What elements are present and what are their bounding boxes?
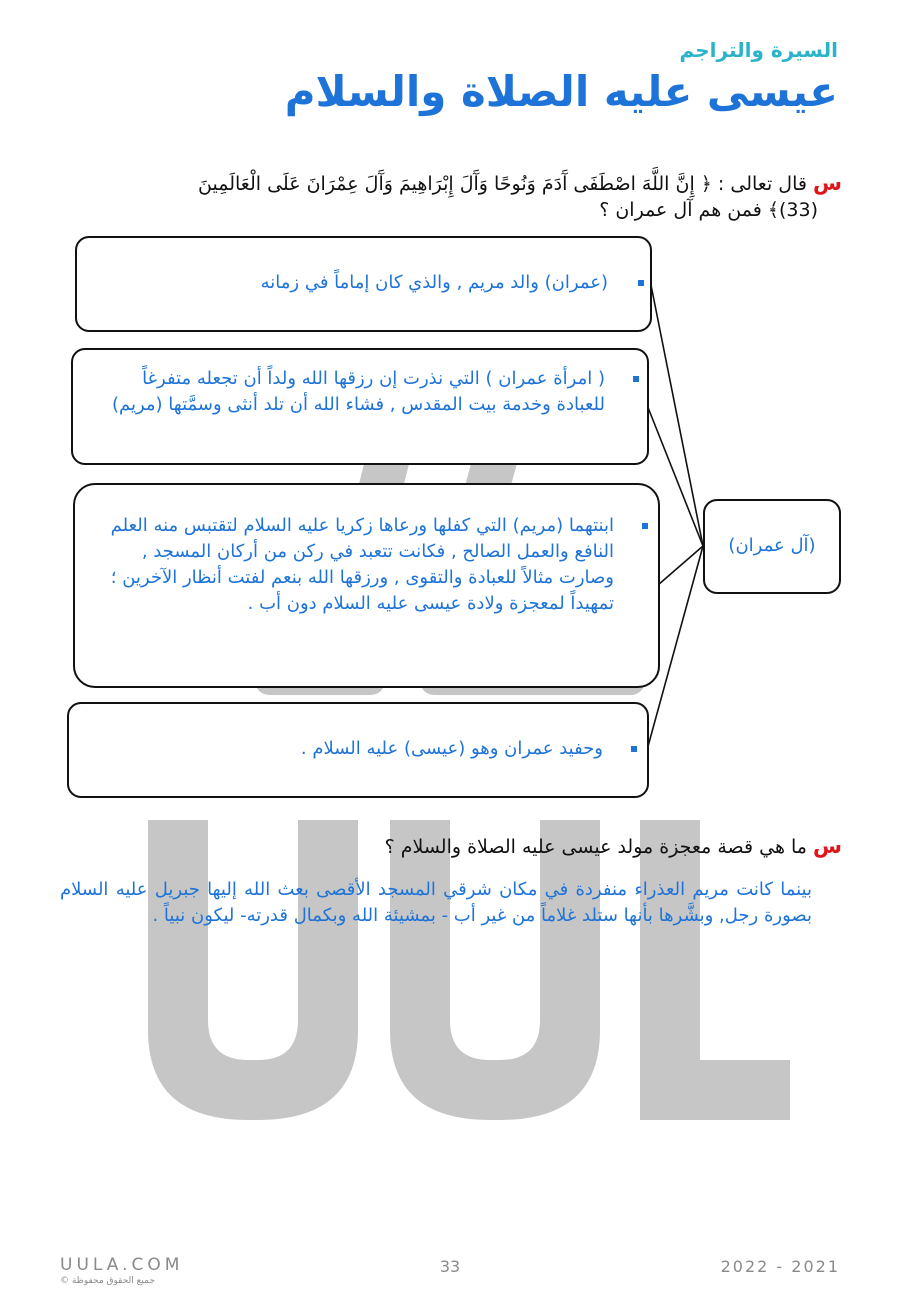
- bullet-icon: [638, 280, 644, 286]
- bullet-icon: [642, 523, 648, 529]
- footer-rights: جميع الحقوق محفوظة ©: [60, 1276, 155, 1286]
- question-2-answer: بينما كانت مريم العذراء منفردة في مكان شرقي المسجد الأقصى بعث الله إليها جبريل عليه السلام بصورة رجل, وبشَّرها بأنها ستلد غلاماً من غير أب - بمشيئة الله وبكمال قدرته- ليكون نبياً .: [60, 879, 812, 926]
- question-2-text: ما هي قصة معجزة مولد عيسى عليه الصلاة والسلام ؟: [384, 836, 807, 858]
- bullet-icon: [631, 746, 637, 752]
- question-marker: س: [813, 171, 842, 195]
- footer-years: 2022 - 2021: [720, 1257, 840, 1276]
- question-1-text-line-2: (33)﴾ فمن هم آل عمران ؟: [599, 199, 818, 221]
- diagram-center-box: [703, 499, 841, 594]
- footer-page-number: 33: [439, 1257, 461, 1276]
- diagram-box-imran: [75, 236, 652, 332]
- bullet-icon: [633, 376, 639, 382]
- question-marker: س: [813, 834, 842, 858]
- diagram-center-label: (آل عمران): [728, 535, 816, 556]
- diagram-box-maryam: [73, 483, 660, 688]
- diagram-box-text: ( امرأة عمران ) التي نذرت إن رزقها الله ولداً أن تجعله متفرغاً للعبادة وخدمة بيت المقدس , فشاء الله أن تلد أنثى وسمَّتها (مريم): [111, 368, 605, 415]
- diagram-box-text: ابنتهما (مريم) التي كفلها ورعاها زكريا عليه السلام لتقتبس منه العلم النافع والعمل الصالح , فكانت تتعبد في ركن من أركان المسجد , وصارت مثالاً للعبادة والتقوى , ورزقها الله بنعم لفتت أنظار الآخرين ؛ تمهيداً لمعجزة ولادة عيسى عليه السلام دون أب .: [110, 515, 614, 614]
- footer-brand: UULA.COM: [60, 1255, 184, 1275]
- diagram-box-text: (عمران) والد مريم , والذي كان إماماً في زمانه: [260, 272, 608, 293]
- question-2: [52, 833, 842, 860]
- question-1-text-line-1: قال تعالى : ﴿ إِنَّ اللَّهَ اصْطَفَى آَدَمَ وَنُوحًا وَآَلَ إِبْرَاهِيمَ وَآَلَ عِمْرَانَ عَلَى الْعَالَمِينَ: [198, 173, 807, 195]
- diagram-box-text: وحفيد عمران وهو (عيسى) عليه السلام .: [300, 738, 603, 759]
- page-title: عيسى عليه الصلاة والسلام: [284, 67, 838, 116]
- diagram-box-imran-wife: [71, 348, 649, 465]
- diagram-box-isa: [67, 702, 649, 798]
- connector-line: [658, 546, 703, 585]
- section-label: السيرة والتراجم: [679, 38, 838, 62]
